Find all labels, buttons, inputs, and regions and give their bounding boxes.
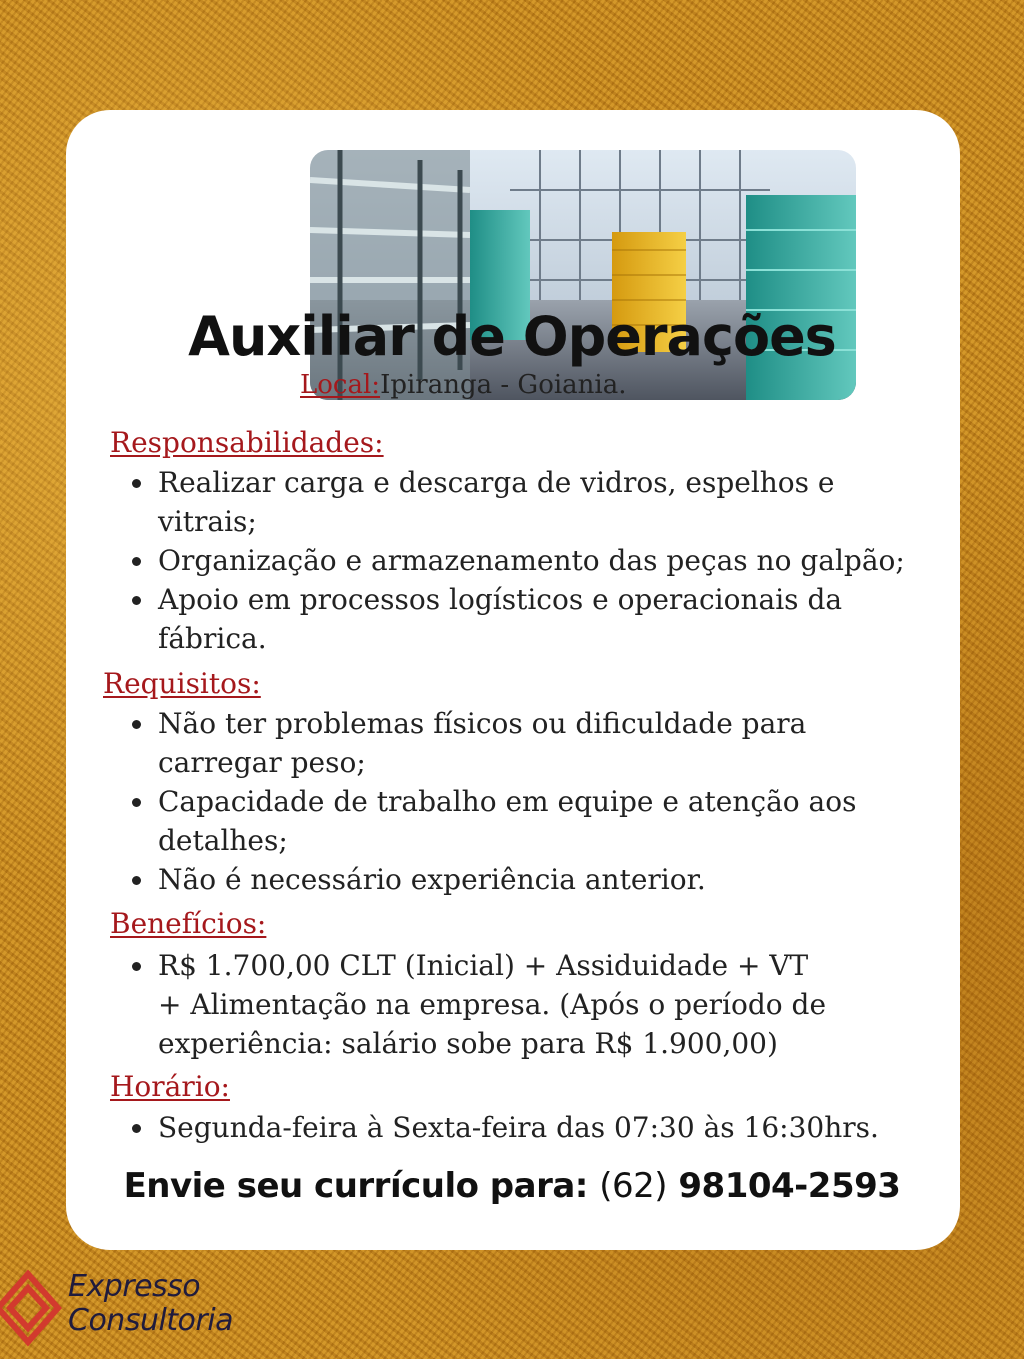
responsibilities-list — [132, 463, 912, 658]
list-item: Não ter problemas físicos ou dificuldade para carregar peso; — [132, 704, 872, 782]
job-title: Auxiliar de Operações — [188, 305, 836, 368]
list-item: Não é necessário experiência anterior. — [132, 860, 872, 899]
requirements-heading: Requisitos: — [103, 667, 261, 700]
list-item: Segunda-feira à Sexta-feira das 07:30 às 16:30hrs. — [132, 1108, 932, 1147]
brand-name — [68, 1270, 233, 1338]
brand-line-2: Consultoria — [68, 1303, 233, 1338]
list-item: R$ 1.700,00 CLT (Inicial) + Assiduidade + VT + Alimentação na empresa. (Após o período de experiência: salário sobe para R$ 1.900,00) — [132, 946, 832, 1063]
phone-number[interactable]: 98104-2593 — [678, 1166, 901, 1206]
list-item: Apoio em processos logísticos e operacionais da fábrica. — [132, 580, 912, 658]
call-to-action — [0, 1166, 1024, 1206]
list-item: Capacidade de trabalho em equipe e atenção aos detalhes; — [132, 782, 872, 860]
location-line — [300, 366, 627, 404]
requirements-list — [132, 704, 872, 899]
cta-text: Envie seu currículo para: — [123, 1166, 588, 1206]
list-item: Realizar carga e descarga de vidros, espelhos e vitrais; — [132, 463, 912, 541]
brand-line-1: Expresso — [68, 1269, 201, 1304]
benefits-list — [132, 946, 832, 1063]
responsibilities-heading: Responsabilidades: — [110, 426, 384, 459]
location-label: Local: — [300, 370, 381, 400]
phone-ddd: (62) — [599, 1166, 668, 1206]
benefits-heading: Benefícios: — [110, 907, 267, 940]
location-value: Ipiranga - Goiania. — [380, 370, 627, 400]
schedule-list — [132, 1108, 932, 1147]
schedule-heading: Horário: — [110, 1070, 230, 1103]
list-item: Organização e armazenamento das peças no galpão; — [132, 541, 912, 580]
